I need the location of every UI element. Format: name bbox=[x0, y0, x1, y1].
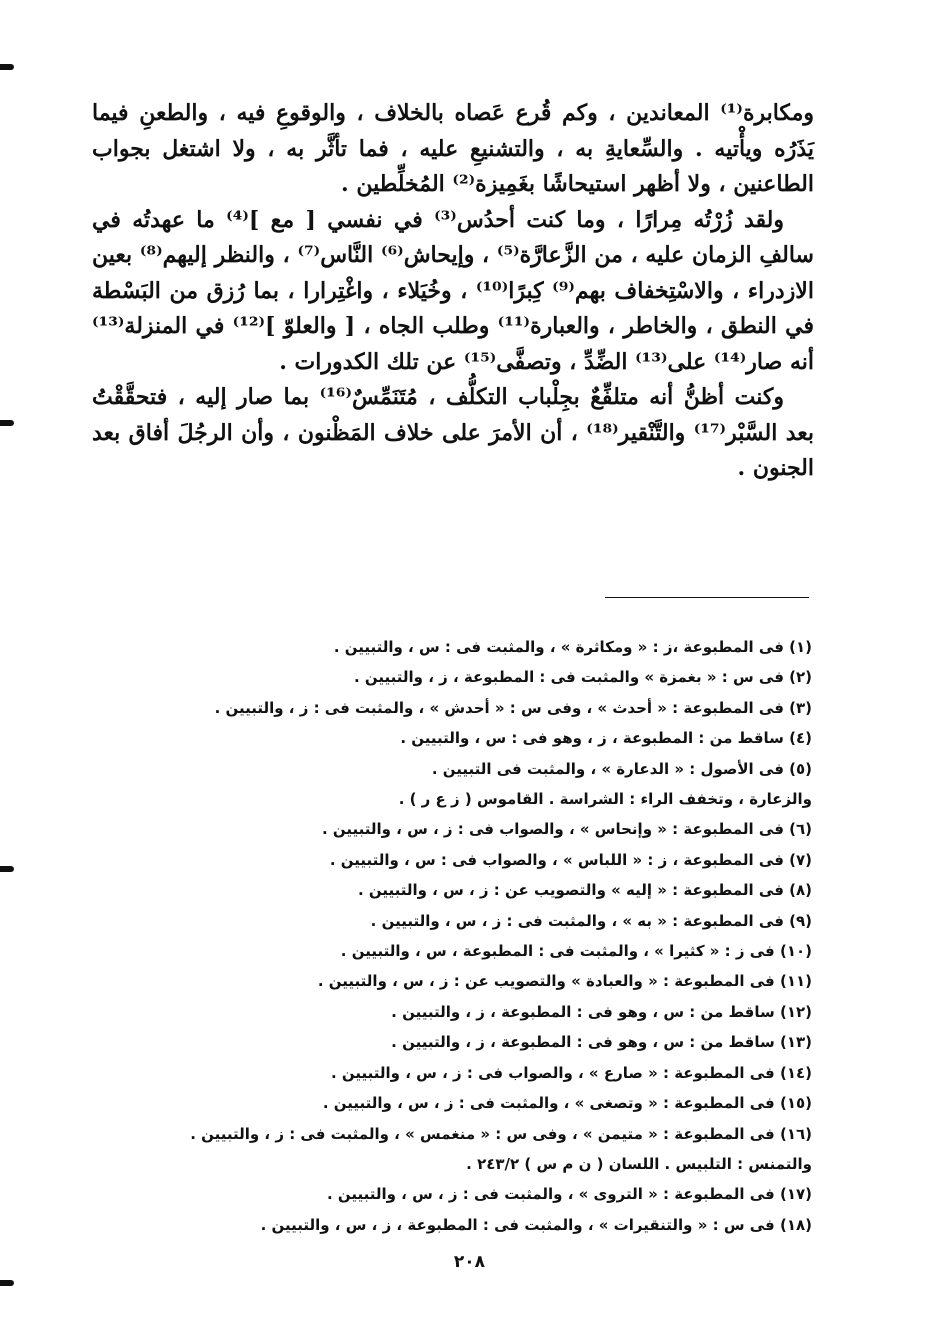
footnote: (١٨) فى س : « والتنقيرات » ، والمثبت فى : المطبوعة ، ز ، س ، والتبيين . bbox=[260, 1215, 812, 1234]
footnote: (١٠) فى ز : « كثيرا » ، والمثبت فى : المطبوعة ، س ، والتبيين . bbox=[340, 942, 812, 961]
footnote: (٣) فى المطبوعة : « أحدث » ، وفى س : « أحدش » ، والمثبت فى : ز ، والتبيين . bbox=[214, 698, 812, 717]
footnote: (٧) فى المطبوعة ، ز : « اللباس » ، والصواب فى : س ، والتبيين . bbox=[329, 850, 812, 869]
footnote: (١٦) فى المطبوعة : « متيمن » ، وفى س : « منغمس » ، والمثبت فى : ز ، والتبيين . bbox=[190, 1124, 812, 1143]
footnote: (٥) فى الأصول : « الدعارة » ، والمثبت فى التبيين . bbox=[431, 759, 812, 778]
footnote: (٢) فى س : « بغمزة » والمثبت فى : المطبوعة ، ز ، والتبيين . bbox=[353, 668, 812, 687]
footnote: (١٥) فى المطبوعة : « وتصغى » ، والمثبت فى : ز ، س ، والتبيين . bbox=[322, 1094, 812, 1113]
paragraph: ومكابرة⁽¹⁾ المعاندين ، وكم قُرع عَصاه بالخلاف ، والوقوعِ فيه ، والطعنِ فيما يَذَرُه ويأْتيه . والسِّعايةِ به ، والتشنيعِ عليه ، فما تأثَّر به ، ولا اشتغل بجواب الطاعنين ، ولا أظهر استيحاشًا بغَمِيزة⁽²⁾ المُخلِّطين . bbox=[92, 100, 814, 197]
footnote: (١) فى المطبوعة ،ز : « ومكاثرة » ، والمثبت فى : س ، والتبيين . bbox=[333, 638, 812, 656]
scan-edge-mark bbox=[0, 1280, 14, 1286]
footnote-continuation: والزعارة ، وتخفف الراء : الشراسة . القاموس ( ز ع ر ) . bbox=[398, 790, 812, 809]
paragraph: ولقد زُرْتُه مِرارًا ، وما كنت أحدُس⁽³⁾ في نفسي [ مع ]⁽⁴⁾ ما عهدتُه في سالفِ الزمان عليه ، من الزَّعارَّة⁽⁵⁾ ، وإيحاش⁽⁶⁾ النَّاس⁽⁷⁾ ، والنظر إليهم⁽⁸⁾ بعين الازدراء ، والاسْتِخفاف بهم⁽⁹⁾ كِبرًا⁽¹⁰⁾ ، وخُيَلاء ، واغْتِرارا ، بما رُزق من البَسْطة في النطق ، والخاطر ، والعبارة⁽¹¹⁾ وطلب الجاه ، [ والعلوّ ]⁽¹²⁾ في المنزلة⁽¹³⁾ أنه صار⁽¹⁴⁾ على⁽¹³⁾ الضِّدِّ ، وتصفَّى⁽¹⁵⁾ عن تلك الكدورات . bbox=[92, 206, 814, 375]
footnote: (٩) فى المطبوعة : « به » ، والمثبت فى : ز ، س ، والتبيين . bbox=[370, 911, 812, 930]
paragraph: وكنت أظنُّ أنه متلفِّعٌ بجِلْباب التكلُّف ، مُتَنَمِّسٌ⁽¹⁶⁾ بما صار إليه ، فتحقَّقْتُ بعد السَّبْر⁽¹⁷⁾ والتَّنْقير⁽¹⁸⁾ ، أن الأمرَ على خلاف المَظْنون ، وأن الرجُلَ أفاق بعد الجنون . bbox=[92, 384, 815, 481]
footnote: (١٤) فى المطبوعة : « صارع » ، والصواب فى : ز ، س ، والتبيين . bbox=[331, 1063, 812, 1082]
footnote: (١٣) ساقط من : س ، وهو فى : المطبوعة ، ز ، والتبيين . bbox=[391, 1033, 812, 1052]
footnote: (١١) فى المطبوعة : « والعبادة » والتصويب عن : ز ، س ، والتبيين . bbox=[317, 972, 812, 991]
footnote-continuation: والتمنس : التلبيس . اللسان ( ن م س ) ٢٤٣/٢ . bbox=[466, 1154, 812, 1173]
page-number: ٢٠٨ bbox=[453, 1252, 486, 1272]
footnotes bbox=[190, 632, 812, 1240]
footnote: (٦) فى المطبوعة : « وإنحاس » ، والصواب فى : ز ، س ، والتبيين . bbox=[321, 820, 812, 839]
scan-edge-mark bbox=[0, 420, 14, 426]
footnote: (١٢) ساقط من : س ، وهو فى : المطبوعة ، ز ، والتبيين . bbox=[391, 1002, 812, 1021]
scan-edge-mark bbox=[0, 866, 14, 872]
footnote: (٨) فى المطبوعة : « إليه » والتصويب عن : ز ، س ، والتبيين . bbox=[357, 881, 812, 900]
footnote: (٤) ساقط من : المطبوعة ، ز ، وهو فى : س ، والتبيين . bbox=[400, 729, 812, 748]
footnote-separator bbox=[605, 597, 809, 598]
footnote: (١٧) فى المطبوعة : « التروى » ، والمثبت فى : ز ، س ، والتبيين . bbox=[326, 1185, 812, 1204]
main-text bbox=[92, 96, 814, 487]
scan-edge-mark bbox=[0, 64, 14, 70]
